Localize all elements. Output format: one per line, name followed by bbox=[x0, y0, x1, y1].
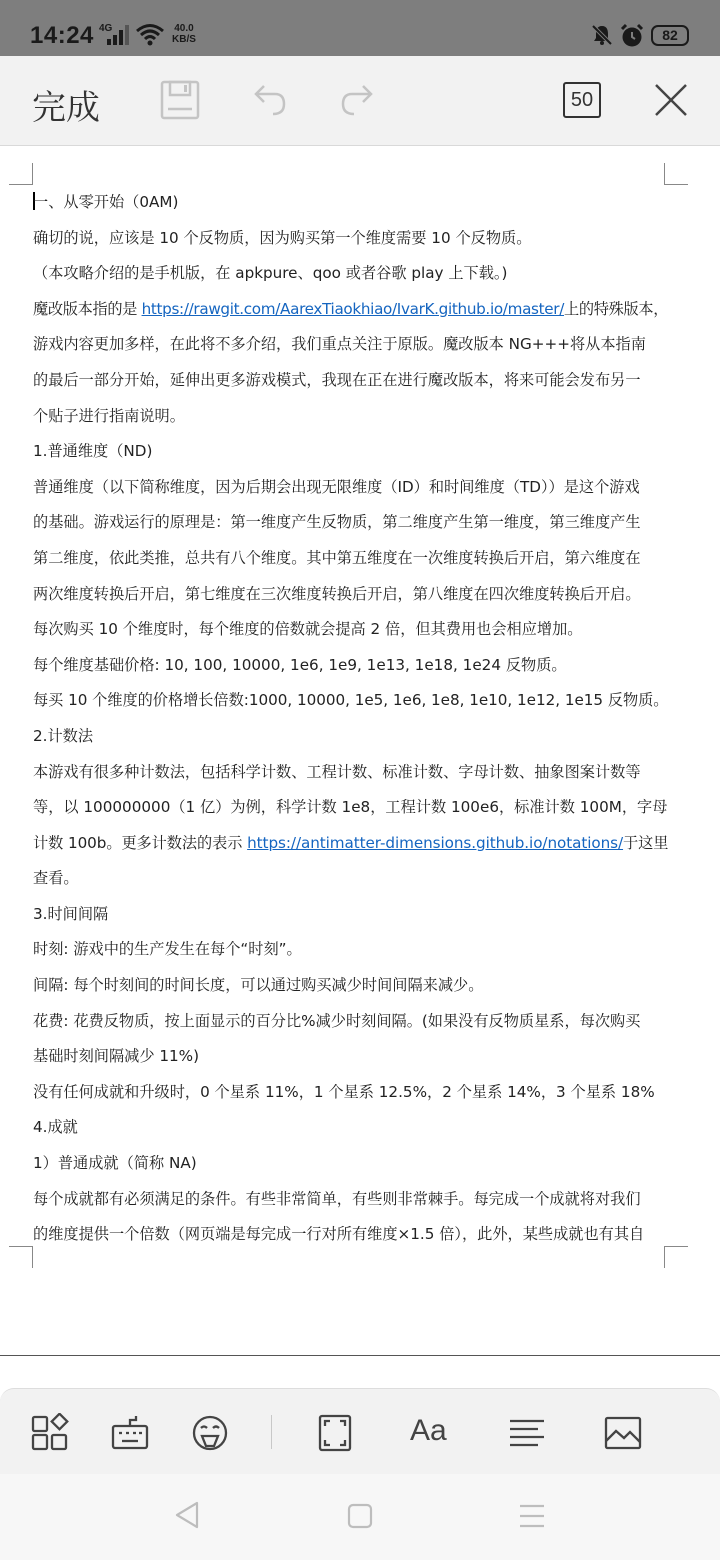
close-icon[interactable] bbox=[651, 80, 691, 120]
toolbar-divider bbox=[271, 1415, 272, 1449]
redo-icon[interactable] bbox=[338, 80, 378, 120]
document-line bbox=[33, 1182, 669, 1218]
document-text-run: 每次购买 10 个维度时，每个维度的倍数就会提高 2 倍，但其费用也会相应增加。 bbox=[33, 620, 583, 639]
document-text-run: 每个成就都有必须满足的条件。有些非常简单，有些则非常棘手。每完成一个成就将对我们 bbox=[33, 1189, 641, 1208]
document-text-run: 3.时间间隔 bbox=[33, 904, 109, 923]
back-icon[interactable] bbox=[174, 1500, 200, 1530]
document-line bbox=[33, 470, 669, 506]
document-line bbox=[33, 612, 669, 648]
document-page[interactable] bbox=[0, 147, 720, 1357]
document-text-run: （本攻略介绍的是手机版，在 apkpure、qoo 或者谷歌 play 上下载。) bbox=[33, 264, 508, 283]
crop-mark bbox=[664, 1246, 688, 1268]
network-speed: 40.0 KB/S bbox=[172, 23, 196, 45]
wifi-icon bbox=[135, 23, 165, 47]
document-line bbox=[33, 399, 669, 435]
crop-mark bbox=[9, 163, 33, 185]
document-text-run: 游戏内容更加多样，在此将不多介绍，我们重点关注于原版。魔改版本 NG+++将从本指南 bbox=[33, 335, 646, 354]
divider bbox=[0, 1355, 720, 1356]
page-count-button[interactable]: 50 bbox=[563, 82, 601, 118]
document-text-run: 时刻: 游戏中的生产发生在每个“时刻”。 bbox=[33, 940, 302, 959]
document-line bbox=[33, 1217, 669, 1247]
document-line bbox=[33, 755, 669, 791]
layout-icon[interactable] bbox=[30, 1413, 70, 1453]
document-text-run: 于这里 bbox=[623, 833, 669, 852]
document-line bbox=[33, 968, 669, 1004]
menu-icon[interactable] bbox=[519, 1504, 545, 1528]
alarm-icon bbox=[619, 23, 645, 49]
font-icon[interactable]: Aa bbox=[410, 1414, 447, 1447]
document-line bbox=[33, 221, 669, 257]
document-text-run: 1）普通成就（简称 NA) bbox=[33, 1154, 197, 1173]
document-text-run: 第二维度，依此类推，总共有八个维度。其中第五维度在一次维度转换后开启，第六维度在 bbox=[33, 548, 641, 567]
document-line bbox=[33, 683, 669, 719]
document-text-run: 上的特殊版本， bbox=[564, 299, 669, 318]
document-line bbox=[33, 826, 669, 862]
status-time: 14:24 bbox=[30, 22, 94, 49]
document-text-run: 查看。 bbox=[33, 869, 79, 888]
navigation-bar bbox=[0, 1474, 720, 1560]
undo-icon[interactable] bbox=[249, 80, 289, 120]
document-text-run: 个贴子进行指南说明。 bbox=[33, 406, 185, 425]
editor-toolbar bbox=[0, 56, 720, 146]
document-text-run: 花费: 花费反物质，按上面显示的百分比%减少时刻间隔。(如果没有反物质星系，每次购买 bbox=[33, 1011, 641, 1030]
document-line bbox=[33, 932, 669, 968]
document-link[interactable]: https://rawgit.com/AarexTiaokhiao/IvarK.github.io/master/ bbox=[141, 299, 565, 318]
keyboard-icon[interactable] bbox=[110, 1413, 150, 1453]
document-line bbox=[33, 790, 669, 826]
document-text[interactable] bbox=[33, 185, 669, 1247]
document-line bbox=[33, 541, 669, 577]
battery-icon: 82 bbox=[651, 25, 689, 46]
document-line bbox=[33, 434, 669, 470]
sticker-icon[interactable] bbox=[190, 1413, 230, 1453]
document-text-run: 每个维度基础价格: 10, 100, 10000, 1e6, 1e9, 1e13, 1e18, 1e24 反物质。 bbox=[33, 655, 567, 674]
document-text-run: 2.计数法 bbox=[33, 726, 94, 745]
document-text-run: 普通维度（以下简称维度，因为后期会出现无限维度（ID）和时间维度（TD））是这个游戏 bbox=[33, 477, 640, 496]
document-line bbox=[33, 256, 669, 292]
document-line bbox=[33, 1146, 669, 1182]
document-line bbox=[33, 577, 669, 613]
document-text-run: 没有任何成就和升级时，0 个星系 11%，1 个星系 12.5%，2 个星系 14%，3 个星系 18% bbox=[33, 1082, 655, 1101]
document-text-run: 魔改版本指的是 bbox=[33, 299, 142, 318]
document-text-run: 计数 100b。更多计数法的表示 bbox=[33, 833, 248, 852]
document-line bbox=[33, 292, 669, 328]
image-icon[interactable] bbox=[603, 1413, 643, 1453]
document-text-run: 间隔: 每个时刻间的时间长度，可以通过购买减少时间间隔来减少。 bbox=[33, 976, 484, 995]
document-text-run: 的基础。游戏运行的原理是：第一维度产生反物质，第二维度产生第一维度，第三维度产生 bbox=[33, 513, 641, 532]
crop-mark bbox=[664, 163, 688, 185]
document-line bbox=[33, 897, 669, 933]
paragraph-icon[interactable] bbox=[507, 1413, 547, 1453]
status-bar bbox=[0, 0, 720, 56]
document-line bbox=[33, 1110, 669, 1146]
signal-icon: 4G bbox=[99, 23, 127, 45]
mute-icon bbox=[590, 23, 614, 47]
document-line bbox=[33, 1039, 669, 1075]
document-text-run: 1.普通维度（ND) bbox=[33, 442, 153, 461]
document-line bbox=[33, 363, 669, 399]
document-line bbox=[33, 327, 669, 363]
home-icon[interactable] bbox=[347, 1503, 373, 1529]
document-text-run: 两次维度转换后开启，第七维度在三次维度转换后开启，第八维度在四次维度转换后开启。 bbox=[33, 584, 641, 603]
document-line bbox=[33, 185, 669, 221]
document-text-run: 确切的说，应该是 10 个反物质，因为购买第一个维度需要 10 个反物质。 bbox=[33, 228, 532, 247]
document-text-run: 基础时刻间隔减少 11%) bbox=[33, 1047, 200, 1066]
document-line bbox=[33, 719, 669, 755]
bottom-toolbar bbox=[0, 1388, 720, 1474]
document-text-run: 的最后一部分开始，延伸出更多游戏模式，我现在正在进行魔改版本，将来可能会发布另一 bbox=[33, 370, 641, 389]
document-line bbox=[33, 505, 669, 541]
fullscreen-icon[interactable] bbox=[315, 1413, 355, 1453]
document-line bbox=[33, 1075, 669, 1111]
document-text-run: 的维度提供一个倍数（网页端是每完成一行对所有维度×1.5 倍），此外，某些成就也有其自 bbox=[33, 1225, 645, 1244]
document-line bbox=[33, 648, 669, 684]
document-text-run: 等，以 100000000（1 亿）为例，科学计数 1e8，工程计数 100e6，标准计数 100M，字母 bbox=[33, 798, 668, 817]
save-icon[interactable] bbox=[160, 80, 200, 120]
done-button[interactable]: 完成 bbox=[32, 88, 100, 128]
document-text-run: 每买 10 个维度的价格增长倍数:1000, 10000, 1e5, 1e6, 1e8, 1e10, 1e12, 1e15 反物质。 bbox=[33, 691, 669, 710]
document-text-run: 一、从零开始（0AM) bbox=[33, 193, 179, 211]
crop-mark bbox=[9, 1246, 33, 1268]
document-link[interactable]: https://antimatter-dimensions.github.io/notations/ bbox=[247, 833, 624, 852]
document-text-run: 4.成就 bbox=[33, 1118, 78, 1137]
document-line bbox=[33, 861, 669, 897]
document-line bbox=[33, 1004, 669, 1040]
document-text-run: 本游戏有很多种计数法，包括科学计数、工程计数、标准计数、字母计数、抽象图案计数等 bbox=[33, 762, 641, 781]
